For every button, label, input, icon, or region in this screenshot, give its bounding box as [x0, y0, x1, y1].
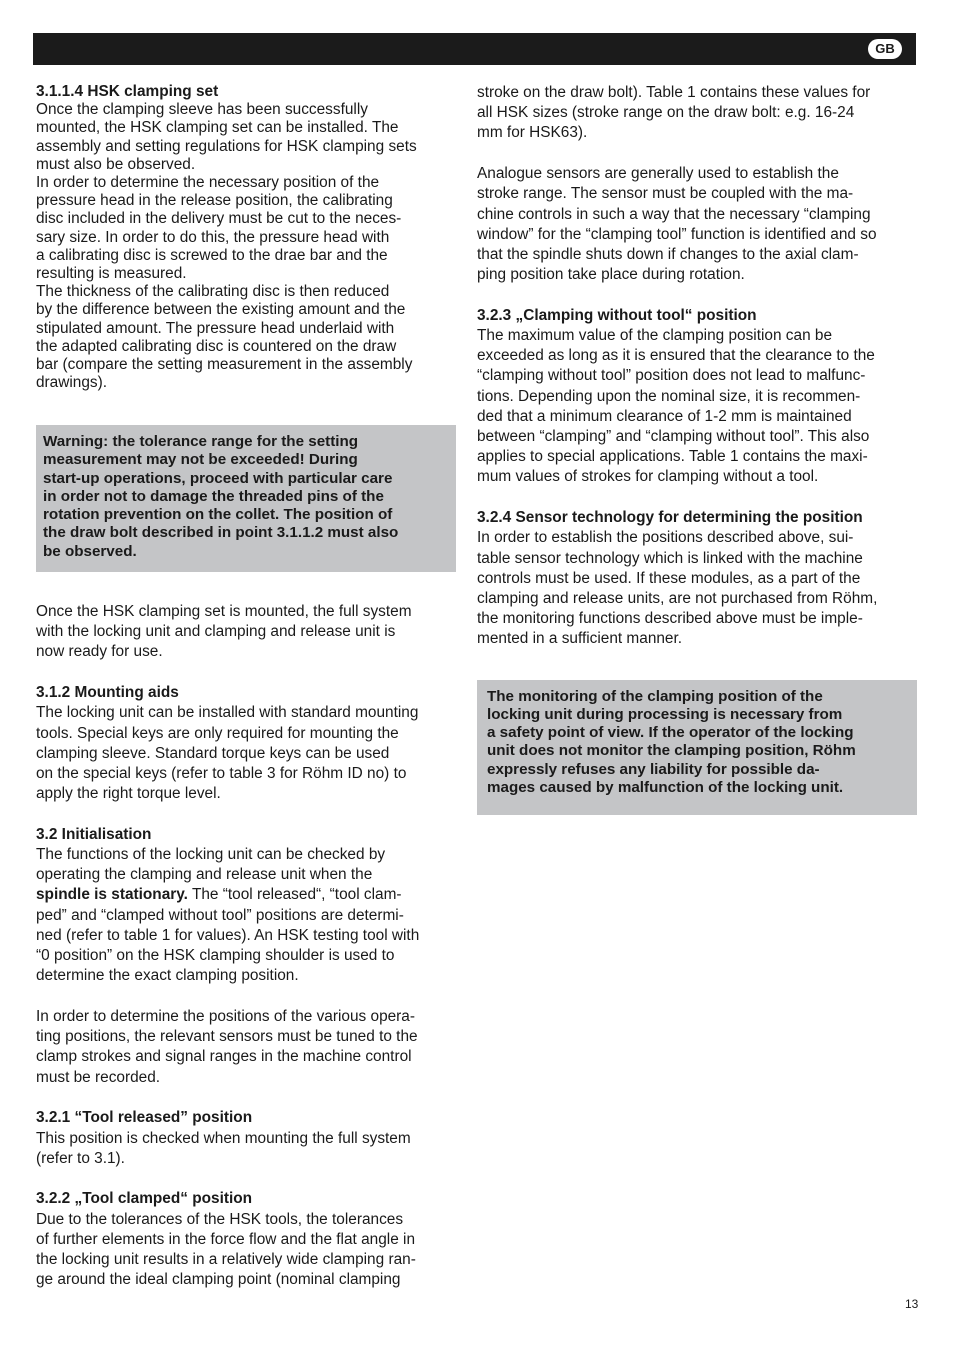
- section-mounting-aids: [36, 683, 456, 804]
- text-line: ned (refer to table 1 for values). An HSK testing tool with: [36, 926, 420, 944]
- text-line: ge around the ideal clamping point (nominal clamping: [36, 1271, 401, 1289]
- paragraph: [36, 174, 456, 283]
- section-tool-released: [36, 1108, 456, 1169]
- section-sensor-technology: [477, 508, 917, 649]
- text-line: the adapted calibrating disc is countered on the draw: [36, 337, 397, 355]
- section-heading: 3.2.4 Sensor technology for determining the position: [477, 509, 863, 527]
- text-line: the monitoring functions described above must be imple-: [477, 610, 863, 628]
- notice-text: [487, 688, 907, 798]
- page-number: 13: [905, 1297, 919, 1311]
- text-line: a safety point of view. If the operator of the locking: [487, 724, 854, 742]
- text-line: with the locking unit and clamping and release unit is: [36, 623, 396, 641]
- paragraph-positions: [36, 1007, 456, 1088]
- text-line: This position is checked when mounting the full system: [36, 1129, 411, 1147]
- text-line: Analogue sensors are generally used to establish the: [477, 165, 839, 183]
- section-heading: 3.2.1 “Tool released” position: [36, 1109, 253, 1127]
- text-line: mages caused by malfunction of the locking unit.: [487, 779, 844, 797]
- section-heading: 3.2 Initialisation: [36, 825, 152, 843]
- text-line: stroke on the draw bolt). Table 1 contains these values for: [477, 84, 871, 101]
- paragraph: [36, 101, 456, 174]
- text-line: rotation prevention on the collet. The position of: [43, 506, 393, 524]
- section-hsk-clamping-set: [36, 83, 456, 392]
- text-line: window” for the “clamping tool” function is identified and so: [477, 225, 877, 243]
- text-line: unit does not monitor the clamping position, Röhm: [487, 742, 856, 760]
- text-line: in order not to damage the threaded pins of the: [43, 487, 384, 505]
- text-line: all HSK sizes (stroke range on the draw bolt: e.g. 16-24: [477, 104, 855, 122]
- text-line: mounted, the HSK clamping set can be installed. The: [36, 119, 399, 137]
- text-line: In order to determine the necessary position of the: [36, 174, 380, 192]
- text-line: clamping and release units, are not purchased from Röhm,: [477, 589, 878, 607]
- text-line: chine controls in such a way that the necessary “clamping: [477, 205, 871, 223]
- text-line: applies to special applications. Table 1 contains the maxi-: [477, 448, 868, 466]
- notice-box: [477, 680, 917, 816]
- header-bar: [33, 33, 916, 65]
- text-line: between “clamping” and “clamping without tool”. This also: [477, 428, 870, 446]
- text-line: mum values of strokes for clamping without a tool.: [477, 468, 819, 486]
- text-line: “0 position” on the HSK clamping shoulder is used to: [36, 947, 395, 965]
- text-line: stroke range. The sensor must be coupled with the ma-: [477, 185, 854, 203]
- text-line: stipulated amount. The pressure head underlaid with: [36, 319, 395, 337]
- section-heading: 3.2.3 „Clamping without tool“ position: [477, 306, 757, 324]
- text-line: be observed.: [43, 542, 137, 560]
- text-line: that the spindle shuts down if changes to the axial clam-: [477, 245, 859, 263]
- left-column: [36, 83, 456, 1311]
- text-line: ded that a minimum clearance of 1-2 mm is maintained: [477, 407, 852, 425]
- warning-box: [36, 425, 456, 572]
- text-line: mented in a sufficient manner.: [477, 630, 683, 648]
- paragraph: [36, 283, 456, 392]
- paragraph-stroke: [477, 83, 917, 144]
- section-heading: 3.1.2 Mounting aids: [36, 684, 179, 702]
- text-line: ting positions, the relevant sensors must be tuned to the: [36, 1028, 418, 1046]
- text-line: “clamping without tool” position does not lead to malfunc-: [477, 367, 866, 385]
- text-line: by the difference between the existing amount and the: [36, 301, 406, 319]
- text-line: exceeded as long as it is ensured that the clearance to the: [477, 347, 875, 365]
- text-line: determine the exact clamping position.: [36, 967, 299, 985]
- text-line: The thickness of the calibrating disc is then reduced: [36, 283, 390, 301]
- text-line: clamping sleeve. Standard torque keys can be used: [36, 744, 390, 762]
- text-line: apply the right torque level.: [36, 785, 221, 803]
- text-line: resulting is measured.: [36, 265, 187, 283]
- text-line: ping position take place during rotation.: [477, 266, 745, 284]
- text-line: In order to determine the positions of the various opera-: [36, 1007, 415, 1025]
- text-line: Once the clamping sleeve has been successfully: [36, 101, 368, 119]
- text-line: tions. Depending upon the nominal size, it is recommen-: [477, 387, 861, 405]
- paragraph-analogue-sensors: [477, 164, 917, 285]
- text-line: measurement may not be exceeded! During: [43, 451, 358, 469]
- text-line: sary size. In order to do this, the pressure head with: [36, 228, 390, 246]
- text-line: bar (compare the setting measurement in the assembly: [36, 356, 413, 374]
- section-heading: 3.1.1.4 HSK clamping set: [36, 83, 219, 100]
- paragraph-ready: [36, 602, 456, 663]
- text-line: tools. Special keys are only required for mounting the: [36, 724, 399, 742]
- text-line: drawings).: [36, 374, 107, 392]
- text-line: the draw bolt described in point 3.1.1.2 must also: [43, 524, 399, 542]
- text-line: a calibrating disc is screwed to the drae bar and the: [36, 246, 388, 264]
- text-line: expressly refuses any liability for possible da-: [487, 760, 820, 778]
- text-line: start-up operations, proceed with particular care: [43, 469, 393, 487]
- text-line: In order to establish the positions described above, sui-: [477, 529, 854, 547]
- text-line: Due to the tolerances of the HSK tools, the tolerances: [36, 1210, 404, 1228]
- text-line: must be recorded.: [36, 1068, 161, 1086]
- text-line: controls must be used. If these modules, as a part of the: [477, 569, 861, 587]
- text-line: on the special keys (refer to table 3 for Röhm ID no) to: [36, 764, 407, 782]
- text-line: assembly and setting regulations for HSK clamping sets: [36, 137, 417, 155]
- text-line: Warning: the tolerance range for the setting: [43, 432, 359, 450]
- text-line: The maximum value of the clamping position can be: [477, 327, 833, 345]
- right-column: [477, 83, 917, 836]
- text-line: The monitoring of the clamping position of the: [487, 687, 823, 705]
- section-heading: 3.2.2 „Tool clamped“ position: [36, 1190, 253, 1208]
- text-line: ped” and “clamped without tool” positions are determi-: [36, 906, 404, 924]
- text-line: of further elements in the force flow and the flat angle in: [36, 1230, 416, 1248]
- text-line: must also be observed.: [36, 155, 196, 173]
- text-line: now ready for use.: [36, 643, 163, 661]
- text-line: pressure head in the release position, the calibrating: [36, 192, 393, 210]
- text-line: The locking unit can be installed with standard mounting: [36, 704, 419, 722]
- text-line: table sensor technology which is linked with the machine: [477, 549, 863, 567]
- text-line: locking unit during processing is necessary from: [487, 705, 843, 723]
- text-line: (refer to 3.1).: [36, 1149, 125, 1167]
- section-clamping-without-tool: [477, 306, 917, 488]
- text-line: Once the HSK clamping set is mounted, the full system: [36, 603, 412, 621]
- section-initialisation: 3.2 Initialisation The functions of the locking unit can be checked by operating the clamping and release unit when the spindle is stationary. The “tool released“, “tool clam- ped” and “clamped without tool” positions are determi- ned (refer to table 1 for values). An HSK testing tool with “0 position” on the HSK clamping shoulder is used to determine the exact clamping position.: [36, 825, 456, 987]
- text-line: disc included in the delivery must be cut to the neces-: [36, 210, 402, 228]
- section-tool-clamped: [36, 1189, 456, 1290]
- text-line: mm for HSK63).: [477, 124, 588, 142]
- bold-phrase: spindle is stationary.: [36, 886, 188, 904]
- text-line: clamp strokes and signal ranges in the machine control: [36, 1048, 412, 1066]
- text-line: the locking unit results in a relatively wide clamping ran-: [36, 1251, 416, 1269]
- language-badge: GB: [868, 39, 902, 59]
- warning-text: [43, 433, 448, 561]
